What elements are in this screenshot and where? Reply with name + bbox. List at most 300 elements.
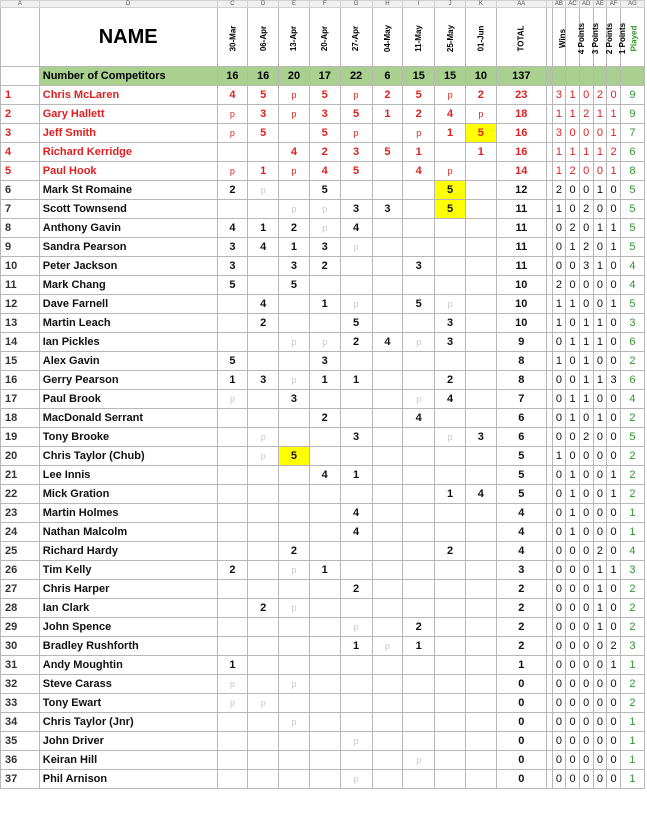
score-cell[interactable]	[309, 637, 340, 656]
score-cell[interactable]: p	[340, 124, 372, 143]
stat-cell[interactable]: 0	[607, 276, 621, 295]
score-cell[interactable]: 1	[279, 238, 310, 257]
stat-cell[interactable]: 0	[579, 542, 593, 561]
date-header[interactable]	[217, 8, 248, 67]
score-cell[interactable]	[279, 124, 310, 143]
played-cell[interactable]: 2	[620, 485, 644, 504]
stat-cell[interactable]: 1	[552, 314, 566, 333]
row-number[interactable]: 33	[1, 694, 40, 713]
stat-cell[interactable]: 0	[607, 352, 621, 371]
stat-cell[interactable]: 0	[579, 181, 593, 200]
row-number[interactable]: 25	[1, 542, 40, 561]
score-cell[interactable]	[279, 314, 310, 333]
total-cell[interactable]: 1	[496, 656, 546, 675]
score-cell[interactable]	[217, 295, 248, 314]
row-number[interactable]: 1	[1, 86, 40, 105]
player-name[interactable]: Gerry Pearson	[39, 371, 217, 390]
stat-cell[interactable]: 0	[552, 713, 566, 732]
score-cell[interactable]: p	[217, 390, 248, 409]
score-cell[interactable]	[309, 770, 340, 789]
score-cell[interactable]	[309, 276, 340, 295]
stat-cell[interactable]: 0	[552, 238, 566, 257]
score-cell[interactable]: p	[279, 333, 310, 352]
score-cell[interactable]	[465, 409, 496, 428]
score-cell[interactable]	[465, 580, 496, 599]
score-cell[interactable]	[403, 466, 435, 485]
column-letter[interactable]: AA	[496, 1, 546, 8]
total-cell[interactable]: 0	[496, 732, 546, 751]
score-cell[interactable]	[248, 200, 279, 219]
stat-cell[interactable]: 0	[579, 447, 593, 466]
total-cell[interactable]: 5	[496, 447, 546, 466]
score-cell[interactable]	[372, 485, 403, 504]
corner-cell[interactable]	[1, 8, 40, 67]
score-cell[interactable]	[279, 295, 310, 314]
row-number[interactable]: 28	[1, 599, 40, 618]
score-cell[interactable]	[279, 428, 310, 447]
score-cell[interactable]: p	[435, 162, 466, 181]
score-cell[interactable]	[309, 618, 340, 637]
played-cell[interactable]: 6	[620, 333, 644, 352]
score-cell[interactable]	[279, 466, 310, 485]
stat-cell[interactable]: 0	[579, 713, 593, 732]
score-cell[interactable]	[372, 257, 403, 276]
stat-cell[interactable]: 1	[607, 561, 621, 580]
score-cell[interactable]: 3	[435, 333, 466, 352]
score-cell[interactable]: p	[340, 238, 372, 257]
score-cell[interactable]: 3	[309, 352, 340, 371]
column-letter[interactable]: G	[340, 1, 372, 8]
score-cell[interactable]	[435, 580, 466, 599]
player-name[interactable]: Sandra Pearson	[39, 238, 217, 257]
stat-cell[interactable]: 2	[607, 143, 621, 162]
score-cell[interactable]	[465, 713, 496, 732]
stat-cell[interactable]: 2	[579, 200, 593, 219]
stat-cell[interactable]: 0	[566, 732, 580, 751]
score-cell[interactable]: 3	[217, 257, 248, 276]
stat-cell[interactable]: 0	[566, 257, 580, 276]
row-number[interactable]: 5	[1, 162, 40, 181]
stat-cell[interactable]: 0	[579, 599, 593, 618]
stat-cell[interactable]: 2	[566, 219, 580, 238]
stat-cell[interactable]: 1	[593, 257, 607, 276]
empty-cell[interactable]	[552, 67, 566, 86]
stat-cell[interactable]: 1	[566, 523, 580, 542]
stat-cell[interactable]: 3	[552, 86, 566, 105]
player-name[interactable]: Paul Hook	[39, 162, 217, 181]
score-cell[interactable]	[403, 371, 435, 390]
score-cell[interactable]	[217, 447, 248, 466]
played-cell[interactable]: 4	[620, 542, 644, 561]
score-cell[interactable]: 4	[435, 105, 466, 124]
score-cell[interactable]: 1	[248, 219, 279, 238]
stat-cell[interactable]: 1	[607, 238, 621, 257]
score-cell[interactable]	[435, 352, 466, 371]
score-cell[interactable]	[217, 314, 248, 333]
stat-cell[interactable]: 1	[593, 561, 607, 580]
stat-cell[interactable]: 0	[566, 561, 580, 580]
stat-cell[interactable]: 1	[593, 219, 607, 238]
stat-cell[interactable]: 0	[593, 732, 607, 751]
stat-cell[interactable]: 0	[607, 599, 621, 618]
score-cell[interactable]	[372, 371, 403, 390]
score-cell[interactable]	[465, 751, 496, 770]
score-cell[interactable]: p	[403, 333, 435, 352]
score-cell[interactable]: p	[435, 86, 466, 105]
score-cell[interactable]: p	[403, 751, 435, 770]
played-cell[interactable]: 1	[620, 770, 644, 789]
row-number[interactable]: 31	[1, 656, 40, 675]
score-cell[interactable]: 3	[248, 371, 279, 390]
date-header[interactable]	[403, 8, 435, 67]
played-cell[interactable]: 5	[620, 181, 644, 200]
score-cell[interactable]: 1	[435, 124, 466, 143]
score-cell[interactable]	[248, 485, 279, 504]
score-cell[interactable]	[372, 713, 403, 732]
score-cell[interactable]: 5	[279, 276, 310, 295]
played-cell[interactable]: 5	[620, 219, 644, 238]
score-cell[interactable]: 5	[403, 295, 435, 314]
score-cell[interactable]	[372, 238, 403, 257]
score-cell[interactable]: 3	[340, 200, 372, 219]
total-cell[interactable]: 0	[496, 770, 546, 789]
score-cell[interactable]: 2	[340, 333, 372, 352]
score-cell[interactable]	[435, 713, 466, 732]
stat-cell[interactable]: 0	[566, 694, 580, 713]
played-cell[interactable]: 5	[620, 200, 644, 219]
column-letter[interactable]: AG	[620, 1, 644, 8]
player-name[interactable]: Alex Gavin	[39, 352, 217, 371]
score-cell[interactable]	[435, 466, 466, 485]
stat-cell[interactable]: 1	[593, 599, 607, 618]
date-header[interactable]	[340, 8, 372, 67]
score-cell[interactable]: p	[403, 124, 435, 143]
row-number[interactable]: 11	[1, 276, 40, 295]
stat-cell[interactable]: 0	[579, 770, 593, 789]
stat-cell[interactable]: 1	[552, 447, 566, 466]
stat-cell[interactable]: 0	[579, 162, 593, 181]
stat-cell[interactable]: 0	[607, 618, 621, 637]
score-cell[interactable]	[465, 618, 496, 637]
score-cell[interactable]	[465, 770, 496, 789]
score-cell[interactable]: p	[309, 333, 340, 352]
score-cell[interactable]	[279, 732, 310, 751]
score-cell[interactable]	[309, 523, 340, 542]
score-cell[interactable]	[217, 409, 248, 428]
stat-cell[interactable]: 1	[607, 656, 621, 675]
stat-cell[interactable]: 0	[593, 523, 607, 542]
row-number[interactable]: 13	[1, 314, 40, 333]
score-cell[interactable]: 2	[279, 542, 310, 561]
player-name[interactable]: Chris McLaren	[39, 86, 217, 105]
player-name[interactable]: John Spence	[39, 618, 217, 637]
played-cell[interactable]: 3	[620, 314, 644, 333]
score-cell[interactable]: 3	[340, 428, 372, 447]
competitor-count[interactable]: 22	[340, 67, 372, 86]
score-cell[interactable]	[435, 732, 466, 751]
stat-cell[interactable]: 1	[593, 105, 607, 124]
score-cell[interactable]: 3	[248, 105, 279, 124]
score-cell[interactable]	[217, 732, 248, 751]
total-cell[interactable]: 7	[496, 390, 546, 409]
score-cell[interactable]: 5	[217, 352, 248, 371]
stat-cell[interactable]: 0	[607, 200, 621, 219]
score-cell[interactable]: 1	[340, 637, 372, 656]
score-cell[interactable]: 4	[465, 485, 496, 504]
row-number[interactable]: 17	[1, 390, 40, 409]
stat-cell[interactable]: 0	[593, 390, 607, 409]
stat-cell[interactable]: 1	[552, 162, 566, 181]
stat-cell[interactable]: 1	[566, 295, 580, 314]
score-cell[interactable]: 1	[340, 466, 372, 485]
stat-cell[interactable]: 0	[579, 523, 593, 542]
played-cell[interactable]: 5	[620, 295, 644, 314]
score-cell[interactable]	[465, 599, 496, 618]
total-cell[interactable]: 11	[496, 219, 546, 238]
score-cell[interactable]	[279, 618, 310, 637]
stat-cell[interactable]: 1	[579, 333, 593, 352]
score-cell[interactable]	[435, 751, 466, 770]
stat-cell[interactable]: 0	[552, 257, 566, 276]
score-cell[interactable]	[403, 485, 435, 504]
score-cell[interactable]	[248, 675, 279, 694]
score-cell[interactable]	[465, 352, 496, 371]
row-number[interactable]: 3	[1, 124, 40, 143]
stat-cell[interactable]: 1	[566, 105, 580, 124]
score-cell[interactable]: 4	[340, 219, 372, 238]
score-cell[interactable]: 5	[309, 181, 340, 200]
stat-cell[interactable]: 0	[607, 732, 621, 751]
player-name[interactable]: Scott Townsend	[39, 200, 217, 219]
total-cell[interactable]: 4	[496, 542, 546, 561]
stat-cell[interactable]: 2	[579, 238, 593, 257]
score-cell[interactable]	[465, 675, 496, 694]
score-cell[interactable]	[217, 523, 248, 542]
score-cell[interactable]	[403, 656, 435, 675]
total-cell[interactable]: 16	[496, 124, 546, 143]
stat-cell[interactable]: 0	[566, 447, 580, 466]
score-cell[interactable]: 1	[217, 656, 248, 675]
score-cell[interactable]	[435, 504, 466, 523]
score-cell[interactable]: p	[279, 561, 310, 580]
score-cell[interactable]	[465, 656, 496, 675]
empty-cell[interactable]	[579, 67, 593, 86]
score-cell[interactable]	[309, 675, 340, 694]
column-letter[interactable]: AC	[566, 1, 580, 8]
score-cell[interactable]	[435, 656, 466, 675]
column-letter[interactable]: AD	[579, 1, 593, 8]
row-number[interactable]: 32	[1, 675, 40, 694]
score-cell[interactable]	[465, 637, 496, 656]
score-cell[interactable]	[403, 732, 435, 751]
total-cell[interactable]: 4	[496, 523, 546, 542]
player-name[interactable]: Gary Hallett	[39, 105, 217, 124]
score-cell[interactable]: 2	[217, 181, 248, 200]
player-name[interactable]: Mick Gration	[39, 485, 217, 504]
score-cell[interactable]	[403, 561, 435, 580]
row-number[interactable]: 8	[1, 219, 40, 238]
score-cell[interactable]: 2	[403, 105, 435, 124]
score-cell[interactable]: 4	[309, 466, 340, 485]
stat-cell[interactable]: 1	[593, 314, 607, 333]
player-name[interactable]: Martin Leach	[39, 314, 217, 333]
score-cell[interactable]	[435, 694, 466, 713]
score-cell[interactable]: 1	[372, 105, 403, 124]
player-name[interactable]: Dave Farnell	[39, 295, 217, 314]
score-cell[interactable]	[340, 694, 372, 713]
played-cell[interactable]: 2	[620, 580, 644, 599]
stat-cell[interactable]: 0	[552, 732, 566, 751]
score-cell[interactable]: 5	[340, 105, 372, 124]
score-cell[interactable]	[217, 143, 248, 162]
score-cell[interactable]	[340, 485, 372, 504]
stat-cell[interactable]: 0	[579, 637, 593, 656]
score-cell[interactable]: 4	[403, 162, 435, 181]
total-cell[interactable]: 10	[496, 295, 546, 314]
stat-cell[interactable]: 0	[566, 713, 580, 732]
score-cell[interactable]: 4	[279, 143, 310, 162]
score-cell[interactable]: p	[279, 713, 310, 732]
stat-cell[interactable]: 1	[579, 352, 593, 371]
score-cell[interactable]	[403, 542, 435, 561]
score-cell[interactable]	[465, 200, 496, 219]
score-cell[interactable]: p	[340, 732, 372, 751]
stat-cell[interactable]: 1	[607, 485, 621, 504]
score-cell[interactable]	[217, 599, 248, 618]
stat-cell[interactable]: 1	[607, 124, 621, 143]
score-cell[interactable]	[403, 447, 435, 466]
stat-cell[interactable]: 0	[552, 675, 566, 694]
stat-cell[interactable]: 0	[593, 200, 607, 219]
score-cell[interactable]	[340, 675, 372, 694]
score-cell[interactable]	[309, 542, 340, 561]
stat-cell[interactable]: 0	[607, 86, 621, 105]
score-cell[interactable]	[248, 466, 279, 485]
stat-cell[interactable]: 0	[552, 694, 566, 713]
score-cell[interactable]	[309, 694, 340, 713]
score-cell[interactable]	[403, 181, 435, 200]
score-cell[interactable]: p	[340, 86, 372, 105]
played-cell[interactable]: 6	[620, 143, 644, 162]
competitor-count[interactable]: 16	[248, 67, 279, 86]
score-cell[interactable]	[340, 713, 372, 732]
score-cell[interactable]	[248, 333, 279, 352]
stat-cell[interactable]: 1	[593, 618, 607, 637]
stat-cell[interactable]: 2	[552, 276, 566, 295]
stat-cell[interactable]: 0	[552, 542, 566, 561]
score-cell[interactable]	[372, 523, 403, 542]
stat-cell[interactable]: 0	[593, 504, 607, 523]
score-cell[interactable]	[372, 751, 403, 770]
stat-cell[interactable]: 0	[607, 333, 621, 352]
stat-cell[interactable]: 0	[552, 466, 566, 485]
competitor-count[interactable]: 17	[309, 67, 340, 86]
name-column-header[interactable]: NAME	[39, 8, 217, 67]
stat-cell[interactable]: 0	[566, 637, 580, 656]
stat-cell[interactable]: 0	[552, 637, 566, 656]
score-cell[interactable]	[248, 751, 279, 770]
stat-cell[interactable]: 2	[593, 542, 607, 561]
player-name[interactable]: Peter Jackson	[39, 257, 217, 276]
score-cell[interactable]	[465, 542, 496, 561]
score-cell[interactable]: p	[279, 675, 310, 694]
score-cell[interactable]	[372, 428, 403, 447]
played-cell[interactable]: 6	[620, 371, 644, 390]
row-number[interactable]: 22	[1, 485, 40, 504]
stat-cell[interactable]: 0	[593, 751, 607, 770]
score-cell[interactable]: 1	[465, 143, 496, 162]
stat-cell[interactable]: 1	[579, 371, 593, 390]
score-cell[interactable]	[248, 637, 279, 656]
total-cell[interactable]: 5	[496, 485, 546, 504]
row-number[interactable]: 10	[1, 257, 40, 276]
score-cell[interactable]: p	[435, 295, 466, 314]
score-cell[interactable]	[465, 181, 496, 200]
played-cell[interactable]: 4	[620, 390, 644, 409]
played-cell[interactable]: 3	[620, 561, 644, 580]
stat-cell[interactable]: 0	[566, 276, 580, 295]
score-cell[interactable]	[279, 352, 310, 371]
score-cell[interactable]: p	[248, 447, 279, 466]
score-cell[interactable]: 2	[435, 542, 466, 561]
score-cell[interactable]: p	[217, 124, 248, 143]
score-cell[interactable]	[435, 523, 466, 542]
stat-cell[interactable]: 0	[593, 770, 607, 789]
total-cell[interactable]: 2	[496, 637, 546, 656]
row-number[interactable]: 15	[1, 352, 40, 371]
empty-cell[interactable]	[566, 67, 580, 86]
stat-cell[interactable]: 1	[566, 238, 580, 257]
stat-cell[interactable]: 1	[579, 314, 593, 333]
stat-cell[interactable]: 0	[552, 409, 566, 428]
stat-cell[interactable]: 0	[579, 618, 593, 637]
score-cell[interactable]: 4	[340, 523, 372, 542]
score-cell[interactable]: 5	[309, 124, 340, 143]
stat-cell[interactable]: 1	[607, 105, 621, 124]
stat-header[interactable]	[552, 8, 566, 67]
column-letter[interactable]: AB	[552, 1, 566, 8]
score-cell[interactable]	[340, 181, 372, 200]
played-cell[interactable]: 1	[620, 523, 644, 542]
empty-cell[interactable]	[593, 67, 607, 86]
total-cell[interactable]: 18	[496, 105, 546, 124]
score-cell[interactable]	[248, 143, 279, 162]
score-cell[interactable]	[435, 599, 466, 618]
score-cell[interactable]	[309, 428, 340, 447]
total-cell[interactable]: 0	[496, 694, 546, 713]
score-cell[interactable]: 2	[340, 580, 372, 599]
score-cell[interactable]: 3	[279, 257, 310, 276]
score-cell[interactable]	[403, 428, 435, 447]
player-name[interactable]: Anthony Gavin	[39, 219, 217, 238]
score-cell[interactable]	[279, 694, 310, 713]
score-cell[interactable]	[465, 694, 496, 713]
stat-cell[interactable]: 0	[607, 675, 621, 694]
score-cell[interactable]	[217, 580, 248, 599]
stat-cell[interactable]: 0	[552, 504, 566, 523]
score-cell[interactable]: p	[279, 200, 310, 219]
stat-cell[interactable]: 2	[607, 637, 621, 656]
stat-cell[interactable]: 0	[552, 390, 566, 409]
total-cell[interactable]: 2	[496, 618, 546, 637]
stat-cell[interactable]: 0	[552, 523, 566, 542]
score-cell[interactable]	[340, 352, 372, 371]
score-cell[interactable]: p	[217, 694, 248, 713]
score-cell[interactable]	[248, 618, 279, 637]
score-cell[interactable]: 4	[217, 86, 248, 105]
played-cell[interactable]: 4	[620, 257, 644, 276]
score-cell[interactable]	[403, 523, 435, 542]
